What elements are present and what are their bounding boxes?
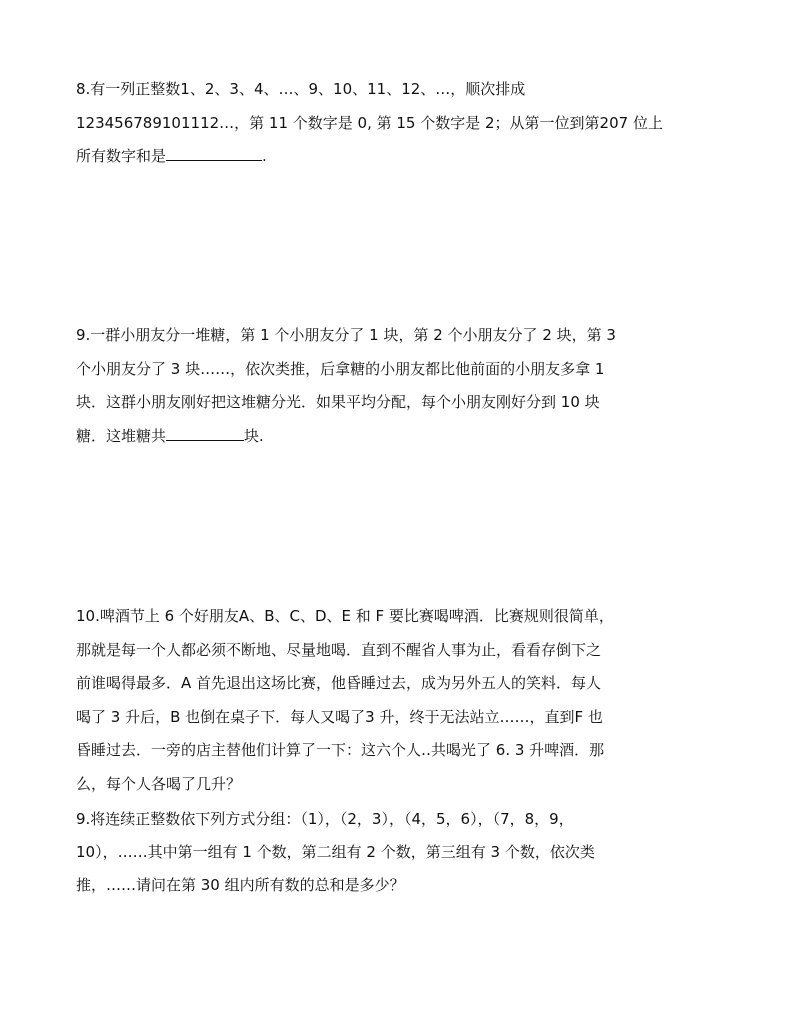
answer-blank	[166, 422, 244, 441]
problem-9-line-2: 个小朋友分了 3 块……，依次类推，后拿糖的小朋友都比他前面的小朋友多拿 1	[76, 359, 605, 378]
problem-8-line-3	[76, 140, 736, 174]
problem-8-tail: .	[262, 147, 267, 165]
problem-10-line-5: 昏睡过去．一旁的店主替他们计算了一下：这六个人‥共喝光了 6. 3 升啤酒．那	[76, 741, 605, 759]
problem-8-line-1: 8.有一列正整数1、2、3、4、…、9、10、11、12、…，顺次排成	[76, 80, 526, 98]
problem-9-grouping	[76, 803, 736, 902]
problem-10-line-2: 那就是每一个人都必须不断地、尽量地喝．直到不醒省人事为止，看看存倒下之	[76, 640, 602, 659]
problem-10-line-6: 么，每个人各喝了几升？	[76, 774, 242, 793]
problem-9	[76, 319, 736, 453]
problem-9-line-4-text: 糖．这堆糖共	[76, 426, 167, 445]
problem-9-grouping-line-1: 9.将连续正整数依下列方式分组：（1），（2，3），（4，5，6），（7，8，9，	[76, 810, 574, 828]
problem-9-line-1: 9.一群小朋友分一堆糖，第 1 个小朋友分了 1 块，第 2 个小朋友分了 2 块，第 3	[76, 326, 616, 344]
problem-9-line-3: 块．这群小朋友刚好把这堆糖分光．如果平均分配，每个小朋友刚好分到 10 块	[76, 393, 600, 411]
problem-8-line-3-text: 所有数字和是	[76, 147, 167, 165]
problem-10-line-3: 前谁喝得最多．A 首先退出这场比赛，他昏睡过去，成为另外五人的笑料．每人	[76, 674, 602, 692]
answer-blank	[166, 142, 262, 161]
problem-10-line-4: 喝了 3 升后，B 也倒在桌子下．每人又喝了3 升，终于无法站立……，直到F 也	[76, 707, 603, 726]
problem-8-line-2: 123456789101112…，第 11 个数字是 0, 第 15 个数字是 2；从第一位到第207 位上	[76, 113, 663, 132]
problem-9-line-4	[76, 420, 736, 454]
problem-9-tail: 块.	[244, 426, 264, 445]
problem-9-grouping-line-3: 推，……请问在第 30 组内所有数的总和是多少？	[76, 876, 405, 894]
problem-10	[76, 600, 736, 801]
problem-10-line-1: 10.啤酒节上 6 个好朋友A、B、C、D、E 和 F 要比赛喝啤酒．比赛规则很简单，	[76, 607, 614, 625]
problem-8	[76, 73, 736, 174]
problem-9-grouping-line-2: 10），……其中第一组有 1 个数，第二组有 2 个数，第三组有 3 个数，依次类	[76, 843, 595, 861]
